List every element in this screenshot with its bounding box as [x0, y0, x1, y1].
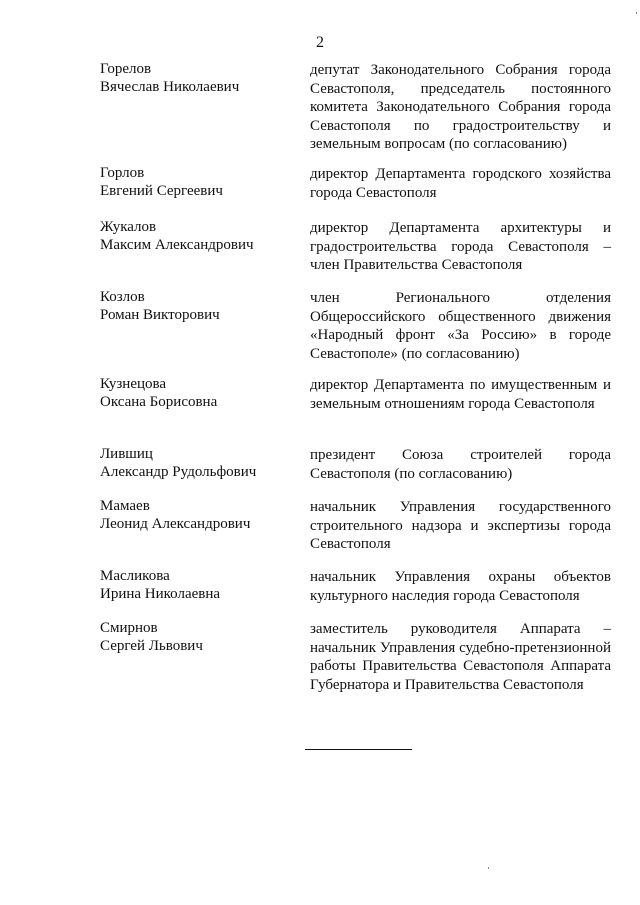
member-given-names: Вячеслав Николаевич	[100, 78, 240, 95]
member-given-names: Оксана Борисовна	[100, 393, 218, 410]
member-position: начальник Управления охраны объектов культурного наследия города Севастополя	[310, 569, 611, 604]
member-surname: Горелов	[100, 61, 152, 77]
member-given-names: Леонид Александрович	[100, 515, 251, 532]
member-name	[100, 376, 290, 411]
member-surname: Жукалов	[100, 219, 157, 235]
member-position: директор Департамента архитектуры и градостроительства города Севастополя – член Правительства Севастополя	[310, 220, 611, 273]
member-name	[100, 620, 290, 655]
member-surname: Масликова	[100, 568, 170, 584]
member-surname: Смирнов	[100, 620, 158, 636]
member-given-names: Сергей Львович	[100, 637, 203, 654]
scan-speck	[636, 12, 637, 14]
member-surname: Козлов	[100, 289, 145, 305]
page-number: 2	[316, 34, 324, 51]
member-position: директор Департамента по имущественным и земельным отношениям города Севастополя	[310, 377, 611, 412]
member-position: член Регионального отделения Общероссийского общественного движения «Народный фронт «За Россию» в городе Севастополе» (по согласованию)	[310, 290, 611, 362]
member-given-names: Ирина Николаевна	[100, 585, 221, 602]
end-of-list-rule	[305, 749, 412, 750]
member-surname: Мамаев	[100, 498, 150, 514]
member-given-names: Максим Александрович	[100, 236, 254, 253]
member-position: заместитель руководителя Аппарата – начальник Управления судебно-претензионной работы Правительства Севастополя Аппарата Губернатора и Правительства Севастополя	[310, 621, 611, 693]
member-position: директор Департамента городского хозяйства города Севастополя	[310, 166, 611, 201]
member-name	[100, 446, 290, 481]
member-name	[100, 61, 290, 96]
member-name	[100, 498, 290, 533]
scan-speck	[488, 867, 489, 869]
member-given-names: Роман Викторович	[100, 306, 220, 323]
member-surname: Горлов	[100, 165, 145, 181]
member-surname: Кузнецова	[100, 376, 167, 392]
member-surname: Лившиц	[100, 446, 153, 462]
member-name	[100, 568, 290, 603]
member-given-names: Александр Рудольфович	[100, 463, 257, 480]
member-position: президент Союза строителей города Севастополя (по согласованию)	[310, 447, 611, 482]
member-position: начальник Управления государственного строительного надзора и экспертизы города Севастополя	[310, 499, 611, 552]
member-name	[100, 289, 290, 324]
member-name	[100, 219, 290, 254]
member-name	[100, 165, 290, 200]
member-given-names: Евгений Сергеевич	[100, 182, 223, 199]
member-position: депутат Законодательного Собрания города Севастополя, председатель постоянного комитета Законодательного Собрания города Севастополя по градостроительству и земельным вопросам (по согласованию)	[310, 62, 611, 152]
